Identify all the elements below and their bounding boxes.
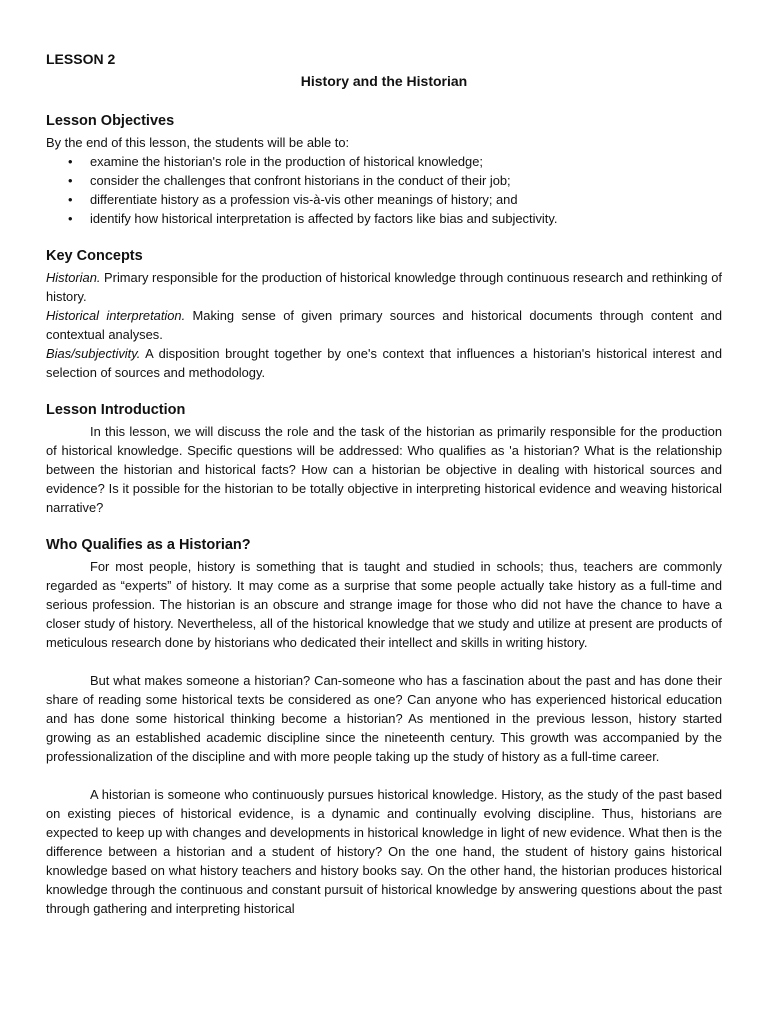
who-qualifies-section [46,536,722,918]
concept-term: Bias/subjectivity. [46,346,141,361]
bullet-icon: • [68,192,73,207]
objectives-intro: By the end of this lesson, the students will be able to: [46,135,350,150]
list-item-text: consider the challenges that confront historians in the conduct of their job; [90,173,511,188]
body-paragraph: A historian is someone who continuously pursues historical knowledge. History, as the study of the past based on existing pieces of historical evidence, is a dynamic and continually evolving discipline. Thus, historians are expected to keep up with changes and developments in historical knowledge in light of new evidence. What then is the difference between a historian and a student of history? On the one hand, the student of history gains historical knowledge based on what history teachers and history books say. On the other hand, the historian produces historical knowledge through the continuous and constant pursuit of historical knowledge by answering questions about the past through gathering and interpreting historical [46,787,722,916]
concept-historical-interpretation [46,306,722,344]
body-paragraph: For most people, history is something that is taught and studied in schools; thus, teachers are commonly regarded as “experts” of history. It may come as a surprise that some people actually take history as a full-time and serious profession. The historian is an obscure and strange image for those who did not have the chance to have a closer study of history. Nevertheless, all of the historical knowledge that we study and utilize at present are products of meticulous research done by historians who dedicated their intellect and skills in writing history. [46,559,722,650]
list-item [68,209,722,228]
list-item [68,190,722,209]
list-item-text: identify how historical interpretation is affected by factors like bias and subjectivity. [90,211,558,226]
list-item-text: examine the historian's role in the production of historical knowledge; [90,154,483,169]
list-item [68,152,722,171]
body-paragraph: But what makes someone a historian? Can-someone who has a fascination about the past and has done their share of reading some historical texts be considered as one? Can anyone who has experienced historical education and has done some historical thinking become a historian? As mentioned in the previous lesson, history started growing as an established academic discipline since the nineteenth century. This growth was accompanied by the professionalization of the discipline and with more people taking up the study of history as a full-time career. [46,673,722,764]
key-concepts-section [46,247,722,382]
introduction-heading: Lesson Introduction [46,402,186,418]
bullet-icon: • [68,211,73,226]
concept-definition: Primary responsible for the production of historical knowledge through continuous research and rethinking of history. [46,270,722,304]
objectives-list [46,152,722,228]
list-item-text: differentiate history as a profession vis-à-vis other meanings of history; and [90,192,518,207]
concept-definition: Making sense of given primary sources and historical documents through content and contextual analyses. [46,308,722,342]
who-qualifies-heading: Who Qualifies as a Historian? [46,537,251,553]
lesson-label: LESSON 2 [46,51,116,67]
introduction-section [46,401,722,517]
objectives-heading: Lesson Objectives [46,113,175,129]
objectives-section [46,112,722,228]
bullet-icon: • [68,173,73,188]
concept-historian [46,268,722,306]
bullet-icon: • [68,154,73,169]
concept-term: Historical interpretation. [46,308,186,323]
concept-bias-subjectivity [46,344,722,382]
key-concepts-heading: Key Concepts [46,248,143,264]
concept-definition: A disposition brought together by one's context that influences a historian's historical interest and selection of sources and methodology. [46,346,722,380]
introduction-paragraph: In this lesson, we will discuss the role and the task of the historian as primarily responsible for the production of historical knowledge. Specific questions will be addressed: Who qualifies as 'a historian? What is the relationship between the historian and historical facts? How can a historian be objective in dealing with historical sources and evidence? Is it possible for the historian to be totally objective in interpreting historical evidence and weaving historical narrative? [46,424,722,515]
list-item [68,171,722,190]
page-title: History and the Historian [300,73,468,89]
concept-term: Historian. [46,270,101,285]
